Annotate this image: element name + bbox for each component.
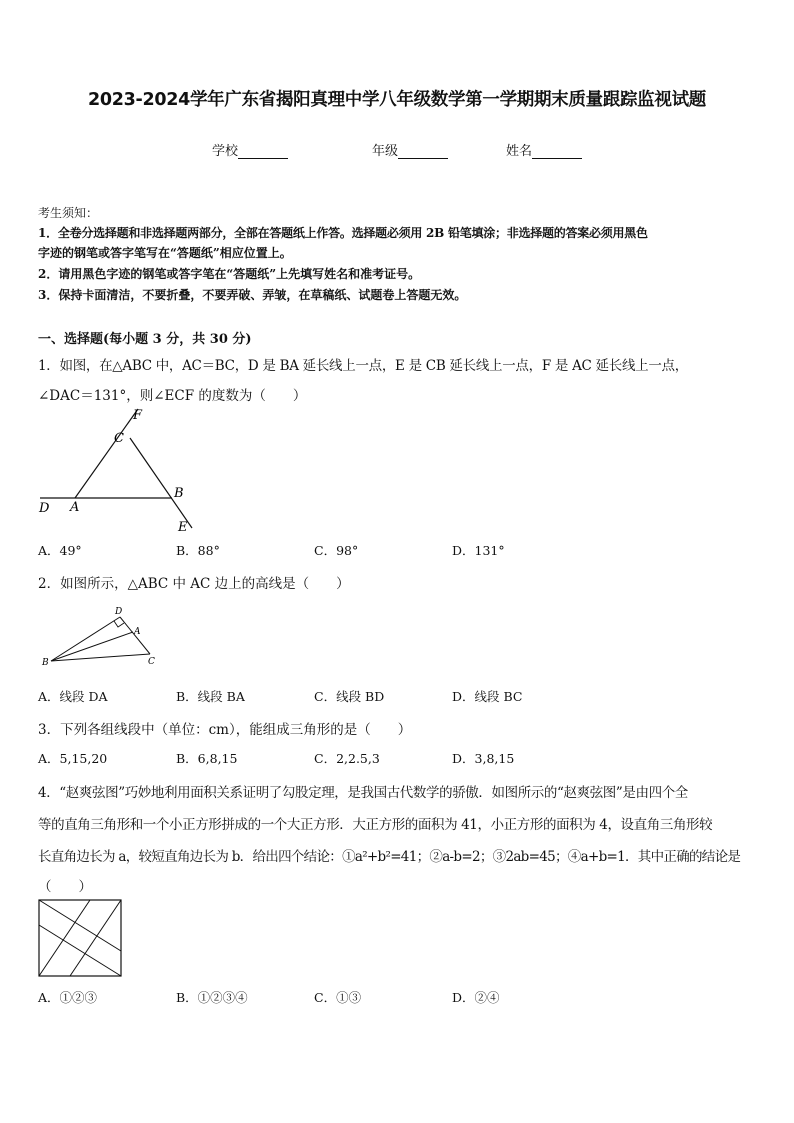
inner-line-1: [39, 900, 121, 951]
q2-triangle-figure: [38, 602, 163, 672]
grade-field: [372, 140, 448, 159]
q1-option-d[interactable]: D．131°: [452, 543, 505, 558]
label-c: C: [148, 657, 155, 667]
q4-option-c[interactable]: C．①③: [314, 990, 362, 1005]
q3-option-d[interactable]: D．3,8,15: [452, 751, 515, 766]
grade-blank: [398, 144, 448, 159]
inner-line-4: [39, 900, 90, 976]
outer-square: [39, 900, 121, 976]
label-c: C: [114, 431, 124, 446]
notice-line-1a: 1．全卷分选择题和非选择题两部分，全部在答题纸上作答。选择题必须用 2B 铅笔填涂；非选择题的答案必须用黑色: [38, 226, 648, 240]
inner-line-3: [39, 925, 121, 976]
q4-option-d[interactable]: D．②④: [452, 990, 500, 1005]
section-heading: 一、选择题(每小题 3 分，共 30 分): [38, 332, 252, 347]
q4-stem-line-1: 4．“赵爽弦图”巧妙地利用面积关系证明了勾股定理，是我国古代数学的骄傲．如图所示的“赵爽弦图”是由四个全: [38, 785, 688, 801]
q3-option-a[interactable]: A．5,15,20: [38, 751, 108, 766]
q1-stem-line-2: ∠DAC＝131°，则∠ECF 的度数为（ ）: [38, 388, 307, 404]
q3-stem: 3．下列各组线段中（单位：cm），能组成三角形的是（ ）: [38, 722, 412, 738]
q3-option-b[interactable]: B．6,8,15: [176, 751, 238, 766]
q2-option-d[interactable]: D．线段 BC: [452, 689, 523, 704]
q1-option-b[interactable]: B．88°: [176, 543, 220, 558]
right-angle-mark: [114, 621, 124, 627]
q1-option-c[interactable]: C．98°: [314, 543, 359, 558]
zhao-shuang-figure: [38, 899, 124, 979]
name-field: [506, 140, 582, 159]
q4-option-b[interactable]: B．①②③④: [176, 990, 248, 1005]
grade-label: 年级: [372, 144, 399, 159]
line-bd: [51, 617, 120, 661]
notice-heading: 考生须知：: [38, 206, 99, 220]
label-d: D: [115, 607, 123, 617]
label-b: B: [174, 486, 184, 501]
school-blank: [238, 144, 288, 159]
line-bc: [51, 654, 150, 661]
q3-option-c[interactable]: C．2,2.5,3: [314, 751, 380, 766]
label-b: B: [42, 658, 49, 668]
q2-option-a[interactable]: A．线段 DA: [38, 689, 108, 704]
q4-stem-line-2: 等的直角三角形和一个小正方形拼成的一个大正方形．大正方形的面积为 41，小正方形的面积为 4，设直角三角形较: [38, 817, 713, 833]
school-label: 学校: [212, 144, 239, 159]
line-fa: [75, 409, 138, 498]
notice-line-2: 2．请用黑色字迹的钢笔或答字笔在“答题纸”上先填写姓名和准考证号。: [38, 267, 421, 281]
q4-stem-line-4: （ ）: [38, 879, 92, 895]
name-label: 姓名: [506, 144, 533, 159]
exam-title: 2023-2024学年广东省揭阳真理中学八年级数学第一学期期末质量跟踪监视试题: [88, 90, 706, 110]
q1-stem-line-1: 1．如图，在△ABC 中，AC＝BC，D 是 BA 延长线上一点，E 是 CB 延长线上一点，F 是 AC 延长线上一点，: [38, 358, 688, 374]
label-a: A: [134, 627, 141, 637]
name-blank: [532, 144, 582, 159]
inner-line-2: [70, 900, 121, 976]
notice-line-1b: 字迹的钢笔或答字笔写在“答题纸”相应位置上。: [38, 246, 292, 260]
q2-option-c[interactable]: C．线段 BD: [314, 689, 385, 704]
q4-option-a[interactable]: A．①②③: [38, 990, 98, 1005]
label-f: F: [133, 408, 143, 423]
label-d: D: [39, 501, 50, 516]
q1-triangle-figure: [30, 405, 205, 535]
q4-stem-line-3: 长直角边长为 a，较短直角边长为 b．给出四个结论：①a²+b²=41；②a-b=2；③2ab=45；④a+b=1．其中正确的结论是: [38, 849, 741, 865]
q2-stem: 2．如图所示，△ABC 中 AC 边上的高线是（ ）: [38, 576, 350, 592]
line-ce: [130, 438, 192, 528]
school-field: [212, 140, 288, 159]
q2-option-b[interactable]: B．线段 BA: [176, 689, 245, 704]
q1-option-a[interactable]: A．49°: [38, 543, 82, 558]
label-e: E: [178, 520, 188, 535]
line-ba: [51, 632, 133, 661]
notice-line-3: 3．保持卡面清洁，不要折叠，不要弄破、弄皱，在草稿纸、试题卷上答题无效。: [38, 288, 467, 302]
label-a: A: [70, 500, 80, 515]
